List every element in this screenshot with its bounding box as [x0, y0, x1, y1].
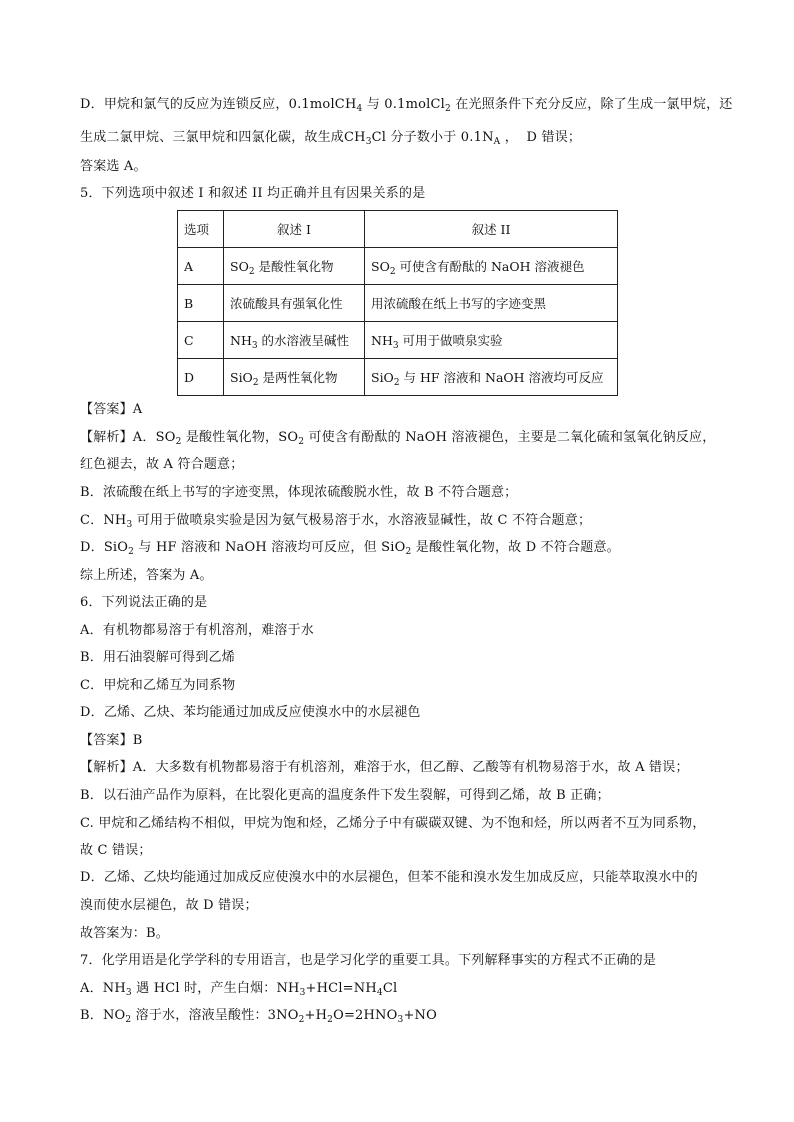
text-line-l11: 综上所述，答案为 A。	[80, 568, 213, 583]
text-line-l16: D．乙烯、乙炔、苯均能通过加成反应使溴水中的水层褪色	[80, 705, 421, 720]
text-line-l05: 【答案】A	[80, 402, 143, 417]
text-line-l10: D．SiO$_2$ 与 HF 溶液和 NaOH 溶液均可反应，但 SiO$_2$ 是酸性氧化物，故 D 不符合题意。	[80, 540, 620, 557]
text-line-l06: 【解析】A．$SO_2$ 是酸性氧化物，$SO_2$ 可使含有酚酞的 NaOH 溶液褪色，主要是二氧化硫和氢氧化钠反应，	[80, 430, 716, 447]
text-line-l15: C．甲烷和乙烯互为同系物	[80, 678, 236, 693]
table-cell: $SO_2$ 是酸性氧化物	[224, 248, 365, 285]
text-line-l20: C. 甲烷和乙烯结构不相似，甲烷为饱和烃，乙烯分子中有碳碳双键、为不饱和烃，所以两者不互为同系物，	[80, 816, 706, 831]
table-row	[178, 248, 618, 285]
text-line-l25: 7．化学用语是化学学科的专用语言，也是学习化学的重要工具。下列解释事实的方程式不正确的是	[80, 953, 657, 968]
text-line-l14: B．用石油裂解可得到乙烯	[80, 650, 235, 665]
table-cell: 浓硫酸具有强氧化性	[224, 285, 365, 322]
text-line-l18: 【解析】A．大多数有机物都易溶于有机溶剂，难溶于水，但乙醇、乙酸等有机物易溶于水，故 A 错误；	[80, 760, 689, 775]
text-line-l07: 红色褪去，故 A 符合题意；	[80, 457, 244, 472]
table-row	[178, 359, 618, 396]
text-line-l23: 溴而使水层褪色，故 D 错误；	[80, 898, 258, 913]
text-line-l12: 6．下列说法正确的是	[80, 595, 208, 610]
table-header-row	[178, 211, 618, 248]
question-5-table	[177, 210, 618, 396]
table-cell: SiO$_2$ 是两性氧化物	[224, 359, 365, 396]
table-cell: 用浓硫酸在纸上书写的字迹变黑	[365, 285, 618, 322]
table-cell: A	[178, 248, 224, 285]
table-header-cell: 叙述 I	[224, 211, 365, 248]
text-line-l24: 故答案为：B。	[80, 926, 169, 941]
table-cell: $NH_3$ 的水溶液呈碱性	[224, 322, 365, 359]
text-line-l22: D．乙烯、乙炔均能通过加成反应使溴水中的水层褪色，但苯不能和溴水发生加成反应，只能萃取溴水中的	[80, 870, 698, 885]
text-line-l21: 故 C 错误；	[80, 843, 152, 858]
text-line-l04: 5．下列选项中叙述 I 和叙述 II 均正确并且有因果关系的是	[80, 186, 426, 201]
text-line-l19: B．以石油产品作为原料，在比裂化更高的温度条件下发生裂解，可得到乙烯，故 B 正确；	[80, 788, 610, 803]
table-header-cell: 选项	[178, 211, 224, 248]
text-line-l01: D．甲烷和氯气的反应为连锁反应，0.1molCH$_4$ 与 0.1molCl$_2$ 在光照条件下充分反应，除了生成一氯甲烷，还	[80, 97, 733, 114]
table-cell: C	[178, 322, 224, 359]
text-line-l26: A．$NH_3$ 遇 HCl 时，产生白烟：$NH_3+HCl=NH_4Cl$	[80, 981, 398, 998]
table-cell: $SO_2$ 可使含有酚酞的 NaOH 溶液褪色	[365, 248, 618, 285]
table-cell: SiO$_2$ 与 HF 溶液和 NaOH 溶液均可反应	[365, 359, 618, 396]
table-header-cell: 叙述 II	[365, 211, 618, 248]
table-cell: D	[178, 359, 224, 396]
text-line-l02: 生成二氯甲烷、三氯甲烷和四氯化碳，故生成$CH_3Cl$ 分子数小于 $0.1N_A$ ， D 错误；	[80, 130, 582, 147]
text-line-l09: C．$NH_3$ 可用于做喷泉实验是因为氨气极易溶于水，水溶液显碱性，故 C 不符合题意；	[80, 513, 592, 530]
text-line-l13: A．有机物都易溶于有机溶剂，难溶于水	[80, 623, 314, 638]
text-line-l03: 答案选 A。	[80, 159, 147, 174]
text-line-l27: B．$NO_2$ 溶于水，溶液呈酸性：$3NO_2+H_2O=2HNO_3+NO$	[80, 1008, 437, 1025]
table-cell: $NH_3$ 可用于做喷泉实验	[365, 322, 618, 359]
table-row	[178, 285, 618, 322]
text-line-l17: 【答案】B	[80, 733, 143, 748]
text-line-l08: B．浓硫酸在纸上书写的字迹变黑，体现浓硫酸脱水性，故 B 不符合题意；	[80, 485, 518, 500]
table-cell: B	[178, 285, 224, 322]
table-row	[178, 322, 618, 359]
